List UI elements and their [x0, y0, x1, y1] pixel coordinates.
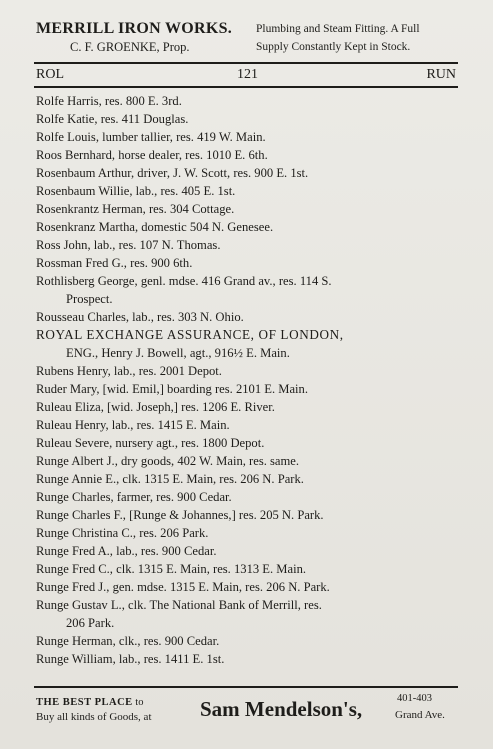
ad-buy-line: Buy all kinds of Goods, at: [36, 711, 152, 723]
directory-entry: Ruleau Henry, lab., res. 1415 E. Main.: [36, 418, 230, 432]
header-guide-left: ROL: [36, 67, 64, 82]
directory-entry-advertiser: ROYAL EXCHANGE ASSURANCE, OF LONDON,: [36, 327, 344, 342]
header-bottom-rule: [34, 86, 458, 88]
directory-entry: Runge Herman, clk., res. 900 Cedar.: [36, 634, 220, 648]
directory-entry-continuation: ENG., Henry J. Bowell, agt., 916½ E. Main.: [66, 346, 290, 360]
ad-business-name: MERRILL IRON WORKS.: [36, 20, 233, 37]
directory-entry: Rolfe Katie, res. 411 Douglas.: [36, 112, 189, 126]
ad-best-place-line: [36, 697, 143, 708]
directory-entry: Roos Bernhard, horse dealer, res. 1010 E. 6th.: [36, 148, 268, 162]
directory-entry-continuation: Prospect.: [66, 292, 113, 306]
directory-entry: Ruleau Eliza, [wid. Joseph,] res. 1206 E. River.: [36, 400, 275, 414]
directory-entry: Rolfe Harris, res. 800 E. 3rd.: [36, 94, 182, 108]
directory-entry: Runge Annie E., clk. 1315 E. Main, res. 206 N. Park.: [36, 472, 304, 486]
directory-entry: Rubens Henry, lab., res. 2001 Depot.: [36, 364, 222, 378]
directory-entry: Runge Albert J., dry goods, 402 W. Main, res. same.: [36, 454, 300, 468]
header-guide-right: RUN: [426, 67, 456, 82]
directory-entry: Rosenkranz Martha, domestic 504 N. Genesee.: [36, 220, 274, 234]
directory-entry: Runge Charles, farmer, res. 900 Cedar.: [36, 490, 232, 504]
directory-entry: Rosenbaum Arthur, driver, J. W. Scott, res. 900 E. 1st.: [36, 166, 309, 180]
directory-entry: Rosenbaum Willie, lab., res. 405 E. 1st.: [36, 184, 236, 198]
header-top-rule: [34, 62, 458, 64]
top-advertisement: [36, 20, 466, 60]
ad-address-street: Grand Ave.: [395, 709, 445, 721]
ad-best-place: THE BEST PLACE: [36, 697, 133, 708]
directory-entry: Runge William, lab., res. 1411 E. 1st.: [36, 652, 225, 666]
directory-entry-continuation: 206 Park.: [66, 616, 115, 630]
ad-address-number: 401-403: [397, 693, 432, 704]
directory-entry: Rossman Fred G., res. 900 6th.: [36, 256, 193, 270]
bottom-advertisement: [36, 693, 461, 733]
directory-entry: Runge Gustav L., clk. The National Bank of Merrill, res.: [36, 598, 322, 612]
footer-rule: [34, 686, 458, 688]
ad-tagline-1: Plumbing and Steam Fitting. A Full: [256, 23, 420, 35]
directory-entry: Ross John, lab., res. 107 N. Thomas.: [36, 238, 221, 252]
directory-entry: Rolfe Louis, lumber tallier, res. 419 W. Main.: [36, 130, 266, 144]
running-header: [36, 67, 456, 85]
directory-entry: Rosenkrantz Herman, res. 304 Cottage.: [36, 202, 235, 216]
directory-entry: Rousseau Charles, lab., res. 303 N. Ohio.: [36, 310, 244, 324]
page-number: 121: [237, 67, 258, 82]
directory-entry: Rothlisberg George, genl. mdse. 416 Grand av., res. 114 S.: [36, 274, 332, 288]
directory-entry: Runge Christina C., res. 206 Park.: [36, 526, 209, 540]
ad-tagline-2: Supply Constantly Kept in Stock.: [256, 41, 411, 53]
ad-proprietor: C. F. GROENKE, Prop.: [70, 40, 190, 54]
directory-entry: Runge Charles F., [Runge & Johannes,] res. 205 N. Park.: [36, 508, 324, 522]
ad-to: to: [135, 697, 144, 708]
ad-store-name: Sam Mendelson's,: [200, 697, 363, 721]
directory-entry: Ruder Mary, [wid. Emil,] boarding res. 2101 E. Main.: [36, 382, 308, 396]
directory-entry: Runge Fred C., clk. 1315 E. Main, res. 1313 E. Main.: [36, 562, 307, 576]
directory-entry: Ruleau Severe, nursery agt., res. 1800 Depot.: [36, 436, 265, 450]
directory-entry: Runge Fred J., gen. mdse. 1315 E. Main, res. 206 N. Park.: [36, 580, 330, 594]
directory-entry: Runge Fred A., lab., res. 900 Cedar.: [36, 544, 217, 558]
